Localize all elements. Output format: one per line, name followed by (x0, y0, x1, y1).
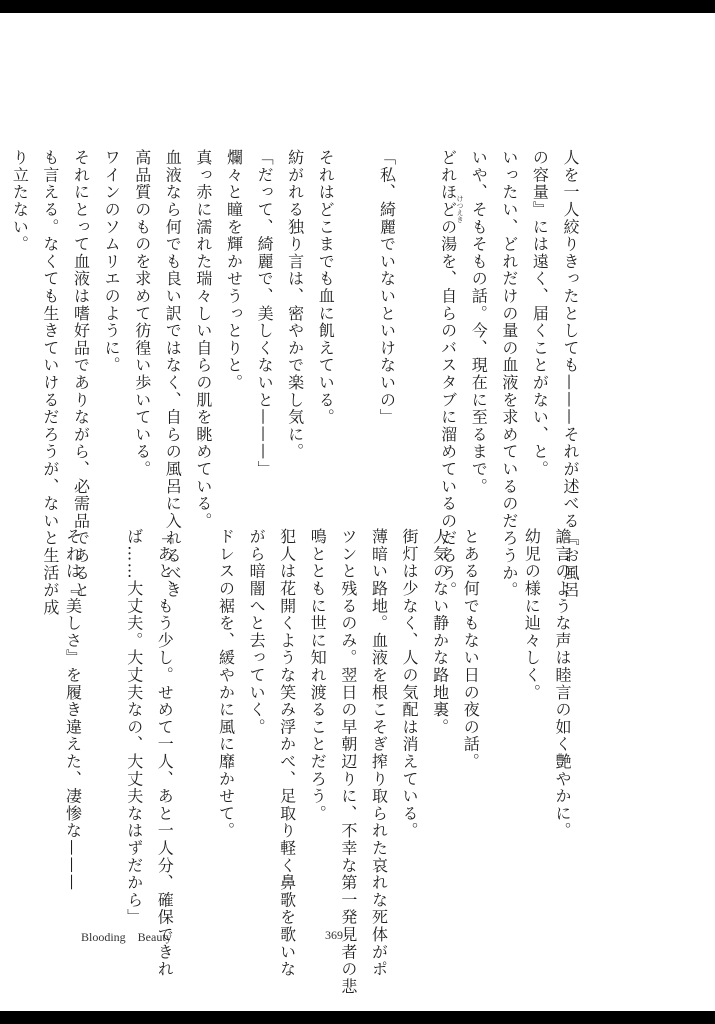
text-column: の容量』には遠く、届くことがない、と。 (530, 149, 550, 478)
text-column: 幼児の様に辿々しく。 (522, 528, 542, 701)
text-column: どれほどの湯を、自らのバスタブに溜めているのだろう。 (438, 149, 458, 599)
text-column: 「だって、綺麗で、美しくないと———」 (255, 149, 275, 478)
text-column: いや、そもそもの話。今、現在に至るまで。 (469, 149, 489, 495)
ruby-annotation: けつえき (456, 195, 464, 223)
text-column: 「あと、もう少し。せめて一人、あと一人分、確保できれ (155, 528, 175, 978)
text-column: それにとって血液は嗜好品でありながら、必需品であると (71, 149, 91, 599)
text-column: がら暗闇へと去っていく。 (247, 528, 267, 736)
text-column: ワインのソムリエのように。 (102, 149, 122, 374)
text-column: ば……大丈夫。大丈夫なの、大丈夫なはずだから」 (124, 528, 144, 926)
text-column (0, 149, 4, 529)
text-column: 紡がれる独り言は、密やかで楽し気に。 (285, 149, 305, 461)
page-number: 369 (325, 928, 343, 942)
paragraph-break (179, 528, 210, 920)
text-column: 「私、綺麗でいないといけないの」 (377, 149, 397, 426)
paragraph-break (88, 528, 119, 920)
text-column: 薄暗い路地。血液を根こそぎ搾り取られた哀れな死体がポ (369, 528, 389, 978)
paragraph-break (340, 149, 371, 529)
paragraph-break (485, 528, 516, 920)
text-column: も言える。なくても生きていけるだろうが、ないと生活が成 (40, 149, 60, 617)
book-page (0, 13, 715, 1011)
text-column: り立たない。 (10, 149, 30, 253)
text-column: 人を一人絞りきったとしても———それが述べる『お風呂 (561, 149, 580, 599)
text-column: いったい、どれだけの量の血液を求めているのだろうか。 (499, 149, 519, 599)
book-title: Blooding Beauty (81, 930, 172, 944)
text-column: 高品質のものを求めて彷徨い歩いている。 (132, 149, 152, 478)
text-column: ドレスの裾を、緩やかに風に靡かせて。 (216, 528, 236, 840)
paragraph-break (401, 149, 432, 529)
text-column: ツンと残るのみ。翌日の早朝辺りに、不幸な第一発見者の悲 (338, 528, 358, 996)
text-column: 譫言のような声は睦言の如く艶やかに。 (553, 528, 572, 840)
text-column: 街灯は少なく、人の気配は消えている。 (400, 528, 420, 840)
text-column: とある何でもない日の夜の話。 (461, 528, 481, 771)
text-column: それはどこまでも血に飢えている。 (316, 149, 336, 426)
text-column: 真っ赤に濡れた瑞々しい自らの肌を眺めている。 (193, 149, 213, 530)
text-column: 爛々と瞳を輝かせうっとりと。 (224, 149, 244, 392)
text-column: 血液なら何でも良い訳ではなく、自らの風呂に入れるべき (163, 149, 183, 599)
text-column: 犯人は花開くような笑み浮かべ、足取り軽く鼻歌を歌いな (277, 528, 297, 978)
text-column: 人気のない静かな路地裏。 (430, 528, 450, 736)
text-column: 鳴とともに世に知れ渡ることだろう。 (308, 528, 328, 823)
text-column: それは『美しさ』を履き違えた、凄惨な——— (63, 528, 83, 892)
